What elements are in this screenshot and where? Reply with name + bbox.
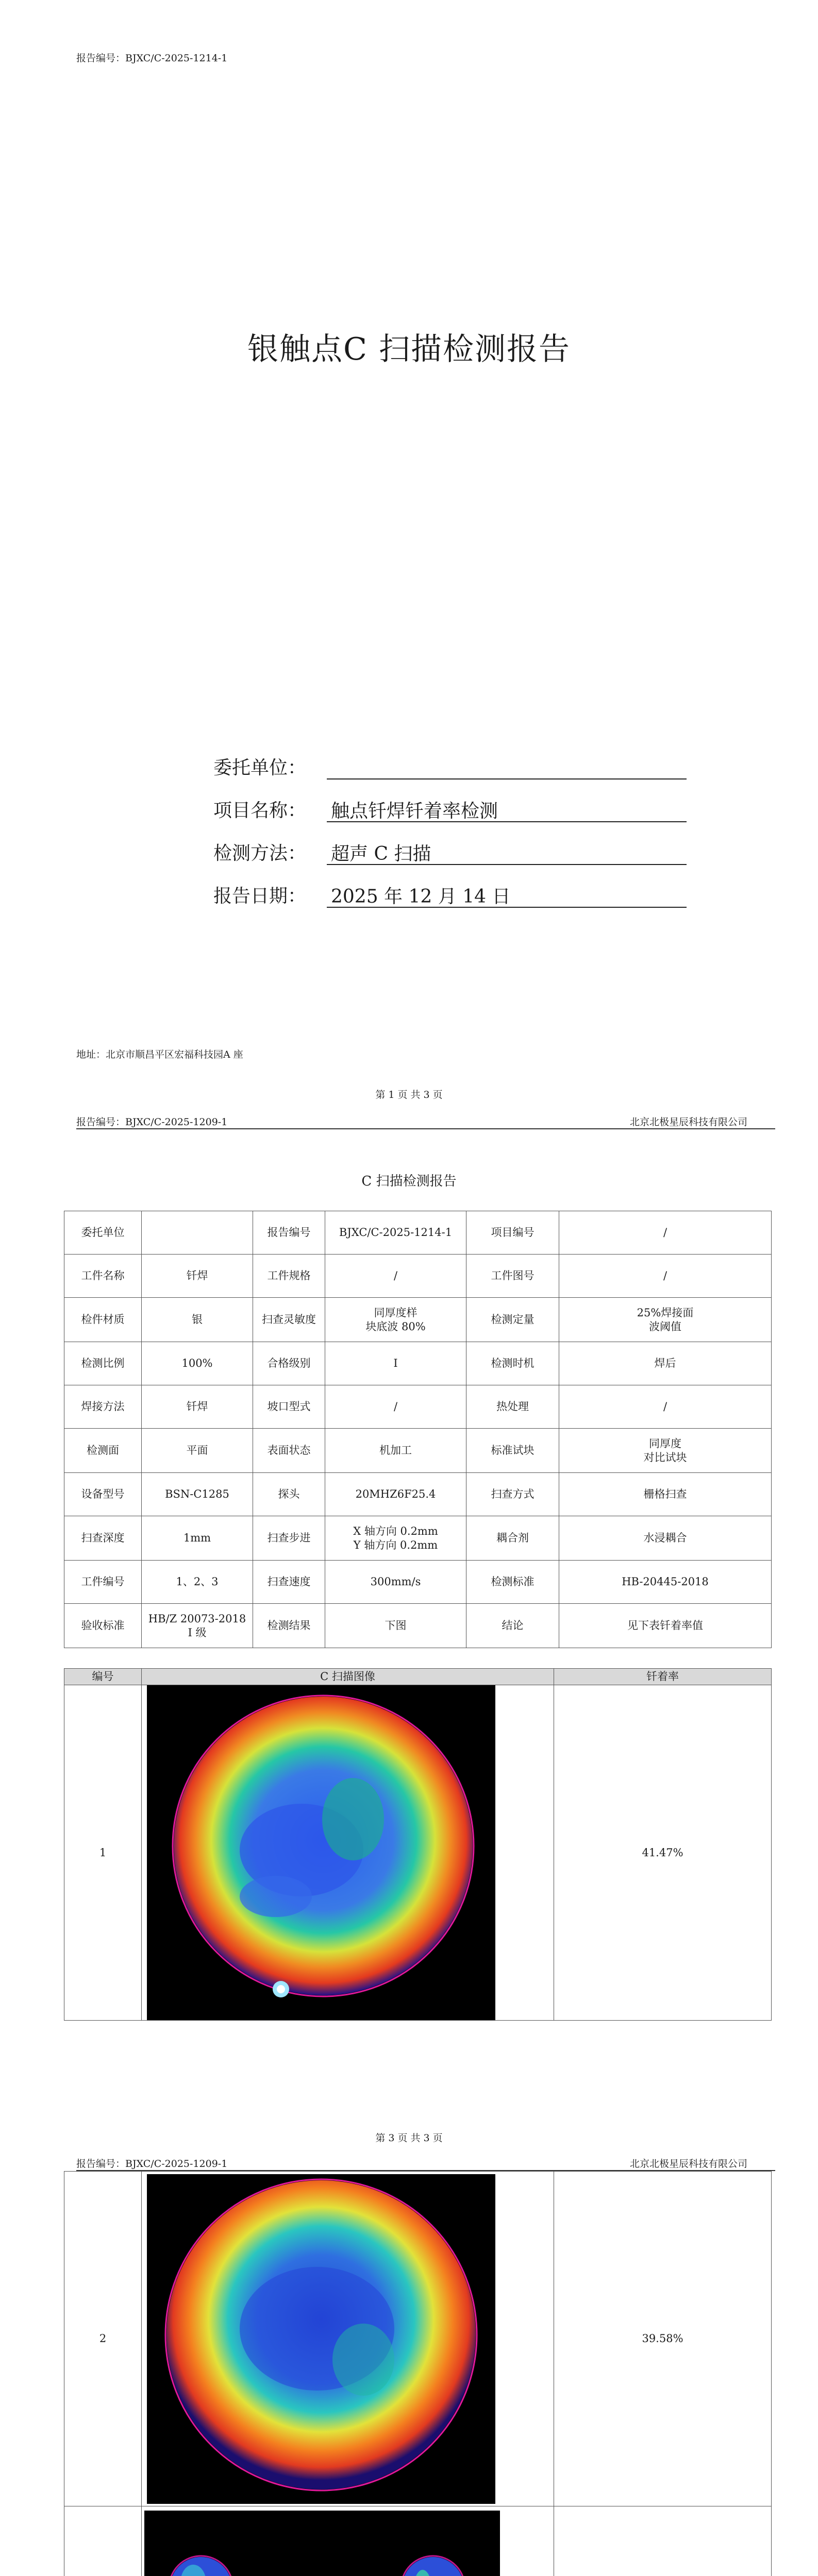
result-row [64,2172,772,2506]
field-label: 检测方法： [213,843,307,864]
info-label: 工件图号 [466,1255,559,1298]
info-value: 同厚度 对比试块 [559,1429,772,1473]
info-value: / [559,1211,772,1255]
result-row [64,2506,772,2576]
field-value [327,754,687,779]
info-value: / [559,1255,772,1298]
info-value: 栅格扫查 [559,1473,772,1516]
result-rate: 39.58% [554,2172,772,2506]
info-value: HB/Z 20073-2018 I 级 [142,1604,253,1648]
info-value: 焊后 [559,1342,772,1385]
info-value: BJXC/C-2025-1214-1 [325,1211,466,1255]
result-number [64,2506,142,2576]
info-value: 银 [142,1298,253,1342]
info-table [64,1211,772,1648]
result-number: 2 [64,2172,142,2506]
info-label: 检测定量 [466,1298,559,1342]
info-value: / [559,1385,772,1429]
info-value: 25%焊接面 波阈值 [559,1298,772,1342]
info-label: 扫查方式 [466,1473,559,1516]
cscan-image [147,2174,495,2504]
report-number: 报告编号：BJXC/C-2025-1209-1 [76,2158,228,2170]
field-label: 委托单位： [213,757,307,778]
info-value: 平面 [142,1429,253,1473]
info-row-ratio [64,1342,772,1385]
info-label: 合格级别 [253,1342,325,1385]
field-value: 触点钎焊钎着率检测 [327,796,687,822]
info-value: 钎焊 [142,1385,253,1429]
section-heading: C 扫描检测报告 [361,1174,457,1189]
result-image-cell [142,1685,554,2021]
info-label: 结论 [466,1604,559,1648]
info-row-weld-method [64,1385,772,1429]
info-value: 100% [142,1342,253,1385]
info-label: 验收标准 [64,1604,142,1648]
info-row-material [64,1298,772,1342]
info-label: 扫查速度 [253,1561,325,1604]
result-number: 1 [64,1685,142,2021]
info-label: 热处理 [466,1385,559,1429]
info-label: 检测标准 [466,1561,559,1604]
info-label: 检测时机 [466,1342,559,1385]
header-image: C 扫描图像 [142,1669,554,1685]
result-row [64,1685,772,2021]
result-image-cell [142,2506,554,2576]
field-method [213,839,687,865]
cscan-image [147,1685,495,2020]
info-value: 下图 [325,1604,466,1648]
address: 地址：北京市顺昌平区宏福科技园A 座 [76,1049,243,1060]
field-label: 报告日期： [213,886,307,907]
info-value: I [325,1342,466,1385]
info-value: 同厚度样 块底波 80% [325,1298,466,1342]
info-row-part-name [64,1255,772,1298]
header-rate: 钎着率 [554,1669,772,1685]
field-value: 超声 C 扫描 [327,839,687,865]
info-label: 探头 [253,1473,325,1516]
results-header-row [64,1669,772,1685]
info-label: 检测结果 [253,1604,325,1648]
info-value [142,1211,253,1255]
info-value: HB-20445-2018 [559,1561,772,1604]
cscan-image-pair [144,2511,500,2576]
info-value: BSN-C1285 [142,1473,253,1516]
company-name: 北京北极星辰科技有限公司 [630,1116,748,1128]
info-label: 委托单位 [64,1211,142,1255]
info-label: 焊接方法 [64,1385,142,1429]
result-rate: 41.47% [554,1685,772,2021]
info-label: 工件规格 [253,1255,325,1298]
info-value: 见下表钎着率值 [559,1604,772,1648]
info-label: 设备型号 [64,1473,142,1516]
info-row-surface [64,1429,772,1473]
company-name: 北京北极星辰科技有限公司 [630,2158,748,2170]
field-project-name [213,796,687,822]
info-label: 表面状态 [253,1429,325,1473]
info-label: 标准试块 [466,1429,559,1473]
info-label: 检测面 [64,1429,142,1473]
info-label: 耦合剂 [466,1516,559,1561]
info-label: 扫查深度 [64,1516,142,1561]
info-label: 工件名称 [64,1255,142,1298]
info-label: 扫查步进 [253,1516,325,1561]
info-value: 机加工 [325,1429,466,1473]
info-value: 1mm [142,1516,253,1561]
results-table-continued [64,2171,772,2576]
info-row-equipment [64,1473,772,1516]
info-label: 工件编号 [64,1561,142,1604]
result-rate [554,2506,772,2576]
field-client [213,753,687,779]
result-image-cell [142,2172,554,2506]
info-value: 300mm/s [325,1561,466,1604]
info-label: 坡口型式 [253,1385,325,1429]
page-footer: 第 3 页 共 3 页 [375,2132,443,2144]
field-report-date [213,882,687,908]
info-value: / [325,1255,466,1298]
report-number: 报告编号：BJXC/C-2025-1214-1 [76,53,228,64]
field-label: 项目名称： [213,800,307,821]
field-value: 2025 年 12 月 14 日 [327,882,687,908]
info-label: 项目编号 [466,1211,559,1255]
info-value: / [325,1385,466,1429]
info-value: 1、2、3 [142,1561,253,1604]
header-divider [76,1128,775,1129]
page-footer: 第 1 页 共 3 页 [375,1089,443,1100]
results-table [64,1668,772,2021]
info-label: 报告编号 [253,1211,325,1255]
info-label: 检件材质 [64,1298,142,1342]
info-row-part-number [64,1561,772,1604]
info-row-acceptance [64,1604,772,1648]
info-value: 20MHZ6F25.4 [325,1473,466,1516]
info-label: 检测比例 [64,1342,142,1385]
info-value: 水浸耦合 [559,1516,772,1561]
info-row-depth [64,1516,772,1561]
info-value: X 轴方向 0.2mm Y 轴方向 0.2mm [325,1516,466,1561]
header-number: 编号 [64,1669,142,1685]
report-title: 银触点C 扫描检测报告 [247,331,571,367]
info-value: 钎焊 [142,1255,253,1298]
report-number: 报告编号：BJXC/C-2025-1209-1 [76,1116,228,1128]
info-label: 扫查灵敏度 [253,1298,325,1342]
info-row-client [64,1211,772,1255]
